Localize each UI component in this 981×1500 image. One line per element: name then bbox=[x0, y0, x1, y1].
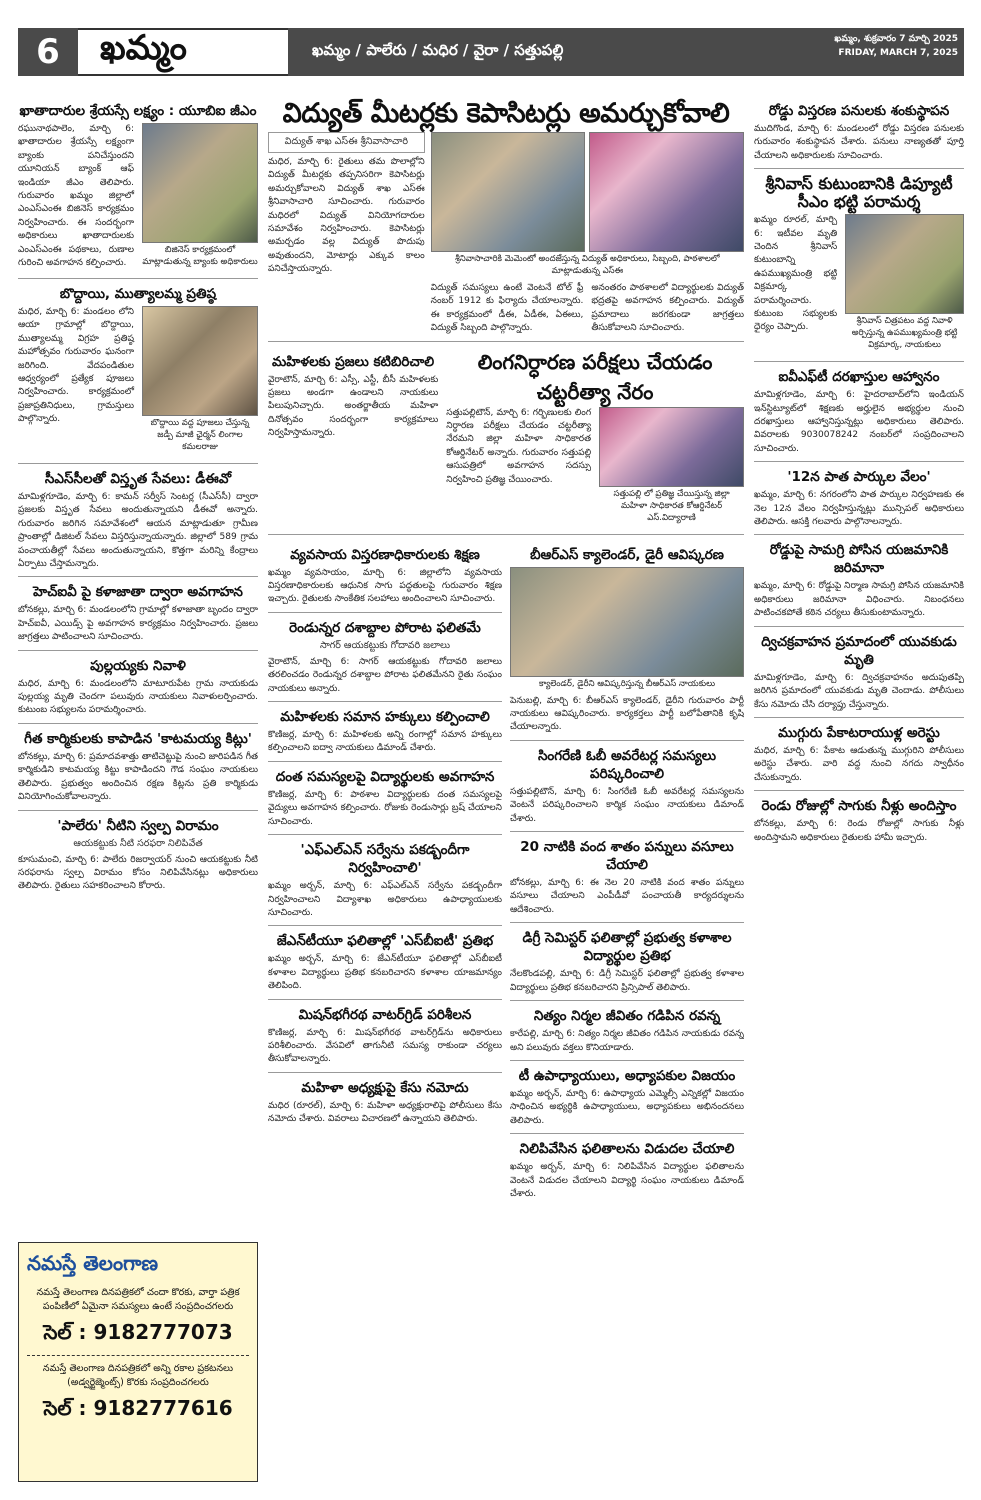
article-text: ఖమ్మం, మార్చి 6: నగరంలోని పాత పార్కుల నిర్వహణకు ఈ నెల 12న వేలం నిర్వహిస్తున్నట్లు మున్సిపల్ అధికారులు తెలిపారు. ఆసక్తి గలవారు పాల్గొనాలన్నారు. bbox=[754, 490, 964, 528]
divider bbox=[268, 1072, 502, 1073]
divider bbox=[18, 650, 258, 651]
article-headline: పుల్లయ్యకు నివాళి bbox=[90, 657, 186, 674]
divider bbox=[18, 810, 258, 811]
divider bbox=[18, 576, 258, 577]
article-headline: శ్రీనివాస్ కుటుంబానికి డిప్యూటీ సీఎం భట్టి పరామర్శ bbox=[765, 174, 953, 212]
article-text: ముదిగొండ, మార్చి 6: మండలంలో రోడ్డు విస్తరణ పనులకు గురువారం శంకుస్థాపన చేశారు. పనులు నాణ్యతతో పూర్తి చేయాలని అధికారులకు సూచించారు. bbox=[754, 124, 964, 161]
article-body bbox=[18, 306, 258, 458]
article-headline: సీఎస్‌సీలతో విస్తృత సేవలు: డీఈవో bbox=[44, 471, 232, 487]
column-right bbox=[754, 96, 964, 1486]
article-text: అనంతరం పాఠశాలలో విద్యార్థులకు విద్యుత్ భద్రతపై అవగాహన కల్పించారు. విద్యుత్ ప్రమాదాలు జరగకుండా జాగ్రత్తలు తీసుకోవాలని సూచించారు. bbox=[591, 283, 744, 334]
ad-phone: సెల్ : 9182777073 bbox=[43, 1320, 233, 1344]
article-text: ఖమ్మం అర్బన్, మార్చి 6: ఎఫ్ఎల్ఎన్ సర్వేను పకడ్బందీగా నిర్వహించాలని విద్యాశాఖ అధికారులు ఉపాధ్యాయులకు సూచించారు. bbox=[268, 881, 502, 918]
article-headline: 'పాలేరు' నీటిని స్వల్ప విరామం bbox=[57, 817, 219, 834]
divider bbox=[754, 168, 964, 169]
article-headline: రోడ్డు విస్తరణ పనులకు శంకుస్థాపన bbox=[768, 103, 950, 119]
article-text: విద్యుత్ సమస్యలు ఉంటే వెంటనే టోల్ ఫ్రీ నంబర్ 1912 కు ఫిర్యాదు చేయాలన్నారు. ఈ కార్యక్రమంలో డీఈ, ఏడీఈ, ఏఈలు, విద్యుత్ సిబ్బంది పాల్గొన్నారు. bbox=[430, 283, 584, 334]
article-text: నేలకొండపల్లి, మార్చి 6: డిగ్రీ సెమిస్టర్ ఫలితాల్లో ప్రభుత్వ కళాశాల విద్యార్థులు ప్రతిభ కనబరిచారని ప్రిన్సిపాల్ తెలిపారు. bbox=[510, 969, 744, 993]
article-text: కొణిజర్ల, మార్చి 6: మహిళలకు అన్ని రంగాల్లో సమాన హక్కులు కల్పించాలని ఐద్వా నాయకులు డిమాండ్ చేశారు. bbox=[268, 730, 502, 754]
article-text: ఖమ్మం రూరల్, మార్చి 6: ఇటీవల మృతి చెందిన శ్రీనివాస్ కుటుంబాన్ని ఉపముఖ్యమంత్రి భట్టి విక్రమార్క పరామర్శించారు. కుటుంబ సభ్యులకు ధైర్యం చెప్పారు. bbox=[754, 215, 838, 333]
article-text: ఖమ్మం అర్బన్, మార్చి 6: ఉపాధ్యాయ ఎమ్మెల్సీ ఎన్నికల్లో విజయం సాధించిన అభ్యర్థికి ఉపాధ్యాయులు, అధ్యాపకులు అభినందనలు తెలిపారు. bbox=[510, 1088, 744, 1126]
row-articles bbox=[268, 347, 744, 529]
article-headline: బీఆర్ఎస్ క్యాలెండర్, డైరీ ఆవిష్కరణ bbox=[530, 546, 724, 563]
divider bbox=[268, 701, 502, 702]
article-subhead: ఆయకట్టుకు నీటి సరఫరా నిలిపివేత bbox=[73, 837, 203, 849]
article-headline: మహిళలకు సమాన హక్కులు కల్పించాలి bbox=[280, 709, 490, 726]
article-text: మధిర (రూరల్), మార్చి 6: మహిళా అధ్యక్షురాలిపై పోలీసులు కేసు నమోదు చేశారు. వివరాలు విచారణలో ఉన్నాయని తెలిపారు. bbox=[268, 1100, 502, 1125]
divider bbox=[268, 534, 744, 535]
article-headline: టీ ఉపాధ్యాయులు, అధ్యాపకుల విజయం bbox=[518, 1067, 736, 1084]
divider bbox=[754, 361, 964, 362]
article-text: పెనుబల్లి, మార్చి 6: బీఆర్ఎస్ క్యాలెండర్, డైరీని గురువారం పార్టీ నాయకులు ఆవిష్కరించారు. కార్యకర్తలు పార్టీ బలోపేతానికి కృషి చేయాలన్నారు. bbox=[510, 695, 744, 733]
article-headline: హెచ్ఐవీ పై కళాజాతా ద్వారా అవగాహన bbox=[33, 584, 243, 601]
photo-caption: బిజినెస్ కార్యక్రమంలో మాట్లాడుతున్న బ్యాంకు అధికారులు bbox=[142, 245, 258, 267]
article-headline: ద్విచక్రవాహన ప్రమాదంలో యువకుడు మృతి bbox=[761, 633, 957, 668]
article-headline: నిత్యం నిర్మల జీవితం గడిపిన రవన్న bbox=[533, 1008, 721, 1025]
article-text: బోనకల్లు, మార్చి 6: ఈ నెల 20 నాటికి వంద శాతం పన్నులు వసూలు చేయాలని ఎంపీడీవో పంచాయతీ కార్యదర్శులను ఆదేశించారు. bbox=[510, 878, 744, 915]
article-headline: డిగ్రీ సెమిస్టర్ ఫలితాల్లో ప్రభుత్వ కళాశాల విద్యార్థుల ప్రతిభ bbox=[522, 930, 732, 965]
article-headline: ఖాతాదారుల శ్రేయస్సే లక్ష్యం : యూబిఐ జీఎం bbox=[19, 103, 257, 119]
divider bbox=[510, 1060, 744, 1061]
article-text: మామిళ్లగూడెం, మార్చి 6: కామన్ సర్వీస్ సెంటర్ల (సీఎస్‌సీ) ద్వారా ప్రజలకు విస్తృత సేవలు అందుతున్నాయని డీఈవో అన్నారు. గురువారం జరిగిన సమావేశంలో ఆయన మాట్లాడుతూ గ్రామీణ ప్రాంతాల్లో డిజిటల్ సేవలు విస్తరిస్తున్నాయన్నారు. జిల్లాలో 589 గ్రామ పంచాయతీల్లో సేవలు అందుతున్నాయని, కొత్తగా మరిన్ని కేంద్రాలు ఏర్పాటు చేస్తామన్నారు. bbox=[18, 492, 258, 570]
divider bbox=[754, 626, 964, 627]
advertisement bbox=[18, 1242, 258, 1482]
date-block bbox=[834, 32, 958, 60]
article-text: వైరాటౌన్, మార్చి 6: సాగర్ ఆయకట్టుకు గోదావరి జలాలు తరలించడం రెండున్నర దశాబ్దాల పోరాట ఫలితమేనని రైతు సంఘం నాయకులు అన్నారు. bbox=[268, 656, 502, 694]
article-text: రఘునాథపాలెం, మార్చి 6: ఖాతాదారుల శ్రేయస్సే లక్ష్యంగా బ్యాంకు పనిచేస్తుందని యూనియన్ బ్యాంక్ ఆఫ్ ఇండియా జీఎం తెలిపారు. గురువారం ఖమ్మం జిల్లాలో ఎంఎస్ఎంఈ బిజినెస్ కార్యక్రమం నిర్వహించారు. ఈ సందర్భంగా అధికారులు ఖాతాదారులకు ఎంఎస్ఎంఈ పథకాలు, రుణాల గురించి అవగాహన కల్పించారు. bbox=[18, 124, 134, 269]
divider bbox=[268, 834, 502, 835]
article-photo bbox=[142, 123, 258, 243]
article-headline: గీత కార్మికులకు కాపాడిన 'కాటమయ్య కిట్లు' bbox=[24, 730, 252, 747]
article-text: వైరాటౌన్, మార్చి 6: ఎస్సీ, ఎస్టీ, బీసీ మహిళలకు ప్రజలు అండగా ఉండాలని నాయకులు పిలుపునిచ్చారు. అంతర్జాతీయ మహిళా దినోత్సవం సందర్భంగా కార్యక్రమాలు నిర్వహిస్తామన్నారు. bbox=[268, 374, 439, 439]
article-text: బోనకల్లు, మార్చి 6: రెండు రోజుల్లో సాగుకు నీళ్లు అందిస్తామని అధికారులు రైతులకు హామీ ఇచ్చారు. bbox=[754, 819, 964, 843]
masthead bbox=[18, 28, 964, 76]
article-text: బోనకల్లు, మార్చి 6: మండలంలోని గ్రామాల్లో కళాజాతా బృందం ద్వారా హెచ్ఐవీ, ఎయిడ్స్ పై అవగాహన కార్యక్రమం నిర్వహించారు. ప్రజలు జాగ్రత్తలు పాటించాలని సూచించారు. bbox=[18, 605, 258, 643]
article-text: మధిర, మార్చి 6: పేకాట ఆడుతున్న ముగ్గురిని పోలీసులు అరెస్టు చేశారు. వారి వద్ద నుంచి నగదు స్వాధీనం చేసుకున్నారు. bbox=[754, 745, 964, 783]
edition-name: ఖమ్మం bbox=[78, 28, 288, 76]
divider bbox=[18, 278, 258, 279]
divider bbox=[268, 341, 744, 342]
article-headline: '12న పాత పార్కుల వేలం' bbox=[787, 469, 931, 486]
edition-places bbox=[288, 28, 964, 76]
article-headline: 'ఎఫ్ఎల్ఎన్ సర్వేను పకడ్బందీగా నిర్వహించాలి' bbox=[300, 842, 470, 877]
divider bbox=[510, 831, 744, 832]
divider bbox=[510, 922, 744, 923]
article-headline: 20 నాటికి వంద శాతం పన్నులు వసూలు చేయాలి bbox=[520, 839, 734, 874]
article-text: సత్తుపల్లిటౌన్, మార్చి 6: గర్భిణులకు లింగ నిర్ధారణ పరీక్షలు చేయడం చట్టరీత్యా నేరమని జిల్లా మహిళా సాధికారత కోఆర్డినేటర్ అన్నారు. గురువారం సత్తుపల్లి ఆసుపత్రిలో అవగాహన సదస్సు నిర్వహించి ప్రతిజ్ఞ చేయించారు. bbox=[446, 407, 592, 485]
divider bbox=[268, 761, 502, 762]
article-text: సత్తుపల్లిటౌన్, మార్చి 6: సింగరేణి ఓబీ అవరేటర్ల సమస్యలను వెంటనే పరిష్కరించాలని కార్మిక సంఘం నాయకులు డిమాండ్ చేశారు. bbox=[510, 786, 744, 824]
article-text: కూసుమంచి, మార్చి 6: పాలేరు రిజర్వాయర్ నుంచి ఆయకట్టుకు నీటి సరఫరాను స్వల్ప విరామం కోసం నిలిపివేసినట్లు అధికారులు తెలిపారు. రైతులు సహకరించాలని కోరారు. bbox=[18, 854, 258, 892]
lower-articles bbox=[268, 540, 744, 1202]
divider bbox=[268, 925, 502, 926]
article-text: కొణిజర్ల, మార్చి 6: పాఠశాల విద్యార్థులకు దంత సమస్యలపై వైద్యులు అవగాహన కల్పించారు. రోజుకు రెండుసార్లు బ్రష్ చేయాలని సూచించారు. bbox=[268, 789, 502, 827]
article-photo bbox=[510, 567, 744, 677]
divider bbox=[754, 461, 964, 462]
article-text: ఖమ్మం వ్యవసాయం, మార్చి 6: జిల్లాలోని వ్యవసాయ విస్తరణాధికారులకు ఆధునిక సాగు పద్ధతులపై గురువారం శిక్షణ ఇచ్చారు. రైతులకు సాంకేతిక సలహాలు అందించాలని సూచించారు. bbox=[268, 567, 502, 605]
article-text: మధిర, మార్చి 6: రైతులు తమ పొలాల్లోని విద్యుత్ మీటర్లకు తప్పనిసరిగా కెపాసిటర్లు అమర్చుకోవాలని విద్యుత్ శాఖ ఎస్ఈ శ్రీనివాసాచారి సూచించారు. గురువారం మధిరలో విద్యుత్ వినియోగదారుల సమావేశం నిర్వహించారు. కెపాసిటర్లు అమర్చడం వల్ల విద్యుత్ పొదుపు అవుతుందని, మోటార్లు ఎక్కువ కాలం పనిచేస్తాయన్నారు. bbox=[268, 157, 425, 275]
photo-caption: శ్రీనివాసాచారికి మెమెంటో అందజేస్తున్న విద్యుత్ అధికారులు, సిబ్బంది, పాఠశాలలో మాట్లాడుతున్న ఎస్ఈ bbox=[455, 254, 720, 276]
divider bbox=[754, 790, 964, 791]
ad-text: నమస్తే తెలంగాణ దినపత్రికలో అన్ని రకాల ప్రకటనలు (అడ్వర్టైజ్మెంట్స్) కొరకు సంప్రదించగలరు bbox=[42, 1363, 234, 1388]
article-headline: జేఎన్‌టీయూ ఫలితాల్లో 'ఎస్‌బీఐటీ' ప్రతిభ bbox=[276, 933, 494, 950]
divider bbox=[510, 1000, 744, 1001]
ad-text: నమస్తే తెలంగాణ దినపత్రికలో చందా కొరకు, వార్తా పత్రిక పంపిణీలో ఏమైనా సమస్యలు ఉంటే సంప్రదించగలరు bbox=[36, 1287, 240, 1312]
article-body bbox=[18, 123, 258, 273]
divider bbox=[510, 740, 744, 741]
article-text: ఖమ్మం అర్బన్, మార్చి 6: నిలిపివేసిన విద్యార్థుల ఫలితాలను వెంటనే విడుదల చేయాలని విద్యార్థి సంఘం నాయకులు డిమాండ్ చేశారు. bbox=[510, 1162, 744, 1199]
divider bbox=[754, 717, 964, 718]
photo-caption: సత్తుపల్లి లో ప్రతిజ్ఞ చేయిస్తున్న జిల్లా మహిళా సాధికారత కోఆర్డినేటర్ ఎస్.విద్యారాణి bbox=[613, 488, 730, 523]
date-telugu: ఖమ్మం, శుక్రవారం 7 మార్చి 2025 bbox=[834, 34, 958, 44]
divider bbox=[18, 723, 258, 724]
article-headline: ముగ్గురు పేకాటరాయుళ్ల అరెస్టు bbox=[778, 724, 940, 741]
ad-phone: సెల్ : 9182777616 bbox=[43, 1396, 233, 1420]
article-photo bbox=[589, 132, 744, 252]
article-photo bbox=[845, 214, 964, 314]
article-headline: రెండున్నర దశాబ్దాల పోరాట ఫలితమే bbox=[289, 619, 481, 636]
ad-logo: నమస్తే తెలంగాణ bbox=[27, 1251, 159, 1275]
article-headline: మిషన్‌భగీరథ వాటర్‌గ్రిడ్ పరిశీలన bbox=[298, 1006, 472, 1023]
article-headline: లింగనిర్ధారణ పరీక్షలు చేయడం చట్టరీత్యా నేరం bbox=[477, 349, 713, 404]
article-text: మామిళ్లగూడెం, మార్చి 6: ద్విచక్రవాహనం అదుపుతప్పి జరిగిన ప్రమాదంలో యువకుడు మృతి చెందాడు. పోలీసులు కేసు నమోదు చేసి దర్యాప్తు చేస్తున్నారు. bbox=[754, 672, 964, 710]
article-photo bbox=[431, 132, 586, 252]
article-text: ఖమ్మం అర్బన్, మార్చి 6: జేఎన్‌టీయూ ఫలితాల్లో ఎస్‌బీఐటీ కళాశాల విద్యార్థులు ప్రతిభ కనబరిచారని కళాశాల యాజమాన్యం తెలిపింది. bbox=[268, 954, 502, 992]
divider bbox=[510, 1133, 744, 1134]
article-text: ఖమ్మం, మార్చి 6: రోడ్డుపై నిర్మాణ సామగ్రి పోసిన యజమానికి అధికారులు జరిమానా విధించారు. నిబంధనలు పాటించకపోతే కఠిన చర్యలు తీసుకుంటామన్నారు. bbox=[754, 581, 964, 619]
divider bbox=[268, 999, 502, 1000]
article-text: కొణిజర్ల, మార్చి 6: మిషన్‌భగీరథ వాటర్‌గ్రిడ్‌ను అధికారులు పరిశీలించారు. వేసవిలో తాగునీటి సమస్య రాకుండా చర్యలు తీసుకోవాలన్నారు. bbox=[268, 1027, 502, 1065]
photo-caption: శ్రీనివాస్ చిత్రపటం వద్ద నివాళి అర్పిస్తున్న ఉపముఖ్యమంత్రి భట్టి విక్రమార్క, నాయకులు bbox=[851, 316, 958, 351]
article-subhead: సాగర్ ఆయకట్టుకు గోదావరి జలాలు bbox=[319, 639, 451, 651]
article-headline: సింగరేణి ఓబీ అవరేటర్ల సమస్యలు పరిష్కరించాలి bbox=[537, 747, 717, 782]
column-middle bbox=[268, 96, 744, 1486]
article-body bbox=[754, 214, 964, 356]
divider bbox=[268, 612, 502, 613]
article-headline: వ్యవసాయ విస్తరణాధికారులకు శిక్షణ bbox=[290, 546, 480, 563]
page-number: 6 bbox=[18, 28, 78, 76]
divider bbox=[27, 1355, 249, 1356]
lead-article bbox=[268, 132, 744, 336]
places-text: ఖమ్మం / పాలేరు / మధిర / వైరా / సత్తుపల్లి bbox=[312, 41, 564, 59]
divider bbox=[754, 534, 964, 535]
article-text: మధిర, మార్చి 6: మండలంలోని మాటూరుపేట గ్రామ నాయకుడు పుల్లయ్య మృతి చెందగా పలువురు నాయకులు నివాళులర్పించారు. కుటుంబ సభ్యులను పరామర్శించారు. bbox=[18, 678, 258, 716]
article-headline: దంత సమస్యలపై విద్యార్థులకు అవగాహన bbox=[275, 768, 495, 785]
article-headline: బొద్దాయి, ముత్యాలమ్మ ప్రతిష్ఠ bbox=[59, 286, 217, 302]
article-text: మామిళ్లగూడెం, మార్చి 6: హైదరాబాద్‌లోని ఇండియన్ ఇన్‌స్టిట్యూట్‌లో శిక్షణకు అర్హులైన అభ్యర్థుల నుంచి దరఖాస్తులు ఆహ్వానిస్తున్నట్లు అధికారులు తెలిపారు. వివరాలకు 9030078242 నంబర్‌లో సంప్రదించాలని సూచించారు. bbox=[754, 390, 964, 454]
photo-caption: బొద్దాయి వద్ద పూజలు చేస్తున్న జడ్పీ మాజీ ఛైర్మన్ లింగాల కమలరాజు bbox=[150, 418, 250, 452]
article-text: మధిర, మార్చి 6: మండలం లోని ఆయా గ్రామాల్లో బొద్దాయి, ముత్యాలమ్మ విగ్రహ ప్రతిష్ఠ మహోత్సవం గురువారం ఘనంగా జరిగింది. వేదపండితుల ఆధ్వర్యంలో ప్రత్యేక పూజలు నిర్వహించారు. కార్యక్రమంలో ప్రజాప్రతినిధులు, గ్రామస్తులు పాల్గొన్నారు. bbox=[18, 307, 134, 425]
article-headline: ఐవీఎఫ్‌టీ దరఖాస్తుల ఆహ్వానం bbox=[778, 369, 940, 386]
article-headline: రోడ్డుపై సామగ్రి పోసిన యజమానికి జరిమానా bbox=[769, 542, 949, 577]
article-headline: రెండు రోజుల్లో సాగుకు నీళ్లు అందిస్తాం bbox=[761, 798, 957, 815]
article-subhead: విద్యుత్ శాఖ ఎస్ఈ శ్రీనివాసాచారి bbox=[268, 132, 425, 153]
article-headline: మహిళలకు ప్రజలు కటిబిరిచాలి bbox=[272, 353, 435, 370]
article-headline: మహిళా అధ్యక్షుపై కేసు నమోదు bbox=[301, 1079, 469, 1096]
article-photo bbox=[142, 306, 258, 416]
article-text: బోనకల్లు, మార్చి 6: ప్రమాదవశాత్తు తాటిచెట్టుపై నుంచి జారిపడిన గీత కార్మికుడిని కాటమయ్య కిట్టు కాపాడిందని గౌడ సంఘం నాయకులు తెలిపారు. ప్రభుత్వం అందించిన రక్షణ కిట్లను ప్రతి కార్మికుడు వినియోగించుకోవాలన్నారు. bbox=[18, 751, 258, 803]
divider bbox=[18, 463, 258, 464]
article-headline: నిలిపివేసిన ఫలితాలను విడుదల చేయాలి bbox=[519, 1141, 735, 1158]
article-text: కారేపల్లి, మార్చి 6: నిత్యం నిర్మల జీవితం గడిపిన నాయకుడు రవన్న అని పలువురు వక్తలు కొనియాడారు. bbox=[510, 1029, 744, 1053]
date-english: FRIDAY, MARCH 7, 2025 bbox=[838, 48, 958, 58]
column-left bbox=[18, 96, 258, 1236]
lead-headline: విద్యుత్ మీటర్లకు కెపాసిటర్లు అమర్చుకోవాలి bbox=[282, 98, 730, 129]
photo-caption: క్యాలెండర్, డైరీని ఆవిష్కరిస్తున్న బీఆర్ఎస్ నాయకులు bbox=[538, 678, 716, 689]
article-photo bbox=[599, 407, 744, 487]
